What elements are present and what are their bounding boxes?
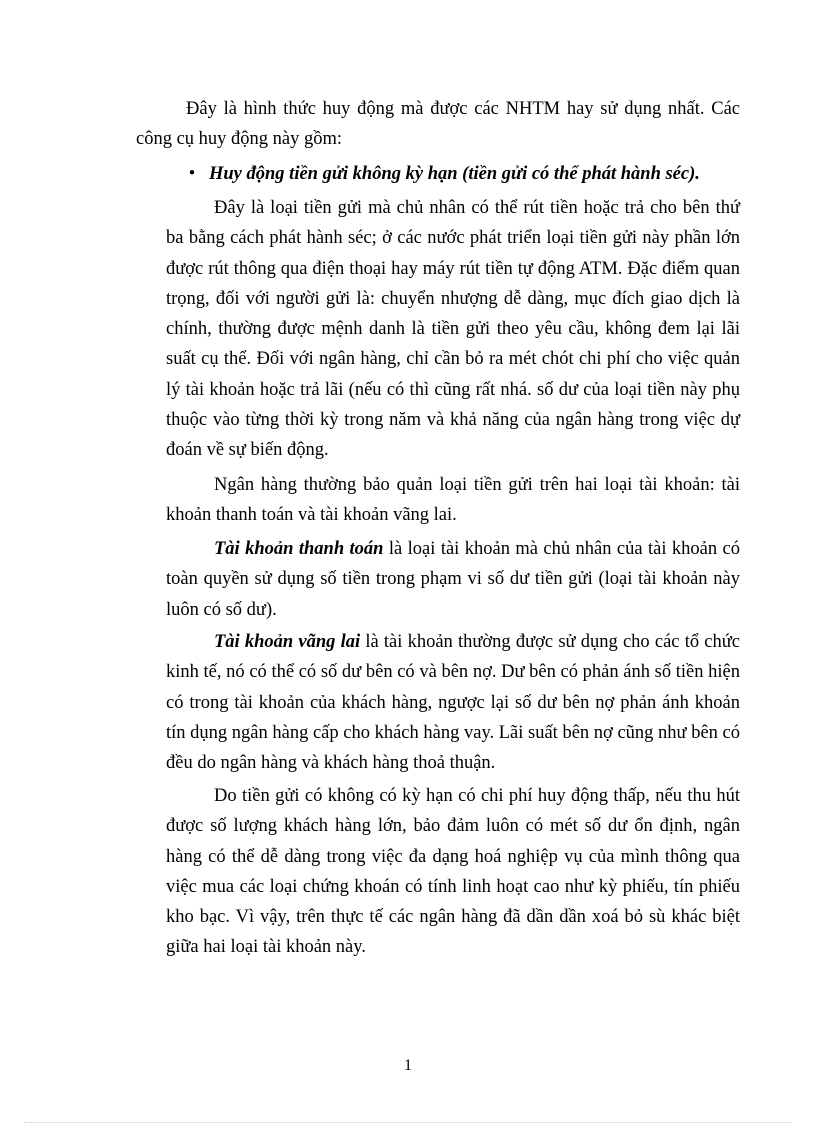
current-account-text: là tài khoản thường được sử dụng cho các tổ chức kinh tế, nó có thể có số dư bên có và bên nợ. Dư bên có phản ánh số tiền hiện có trong tài khoản của khách hàng, ngược lại số dư bên nợ phản ánh khoản tín dụng ngân hàng cấp cho khách hàng vay. Lãi suất bên nợ cũng như bên có đều do ngân hàng và khách hàng thoả thuận. — [166, 632, 740, 774]
page-number: 1 — [404, 1057, 412, 1074]
paragraph-conclusion: Do tiền gửi có không có kỳ hạn có chi phí huy động thấp, nếu thu hút được số lượng khách hàng lớn, bảo đảm luôn có mét số dư ổn định, ngân hàng có thể dễ dàng trong việc đa dạng hoá nghiệp vụ của mình thông qua việc mua các loại chứng khoán có tính linh hoạt cao như kỳ phiếu, tín phiếu kho bạc. Vì vậy, trên thực tế các ngân hàng đã dần dần xoá bỏ sù khác biệt giữa hai loại tài khoản này. — [166, 786, 740, 958]
payment-account-text: là loại tài khoản mà chủ nhân của tài khoản có toàn quyền sử dụng số tiền trong phạm vi số dư tiền gửi (loại tài khoản này luôn có số dư). — [166, 539, 741, 620]
paragraph-payment-account — [166, 534, 740, 625]
paragraph-current-account — [166, 627, 740, 778]
term-current-account: Tài khoản vãng lai — [214, 632, 361, 652]
bullet-icon: • — [188, 164, 196, 184]
bullet-heading: Huy động tiền gửi không kỳ hạn (tiền gửi có thể phát hành séc). — [209, 164, 700, 184]
bullet-item — [183, 159, 743, 189]
term-payment-account: Tài khoản thanh toán — [214, 539, 384, 559]
paragraph-demand-deposit: Đây là loại tiền gửi mà chủ nhân có thể rút tiền hoặc trả cho bên thứ ba bằng cách phát hành séc; ở các nước phát triển loại tiền gửi này phần lớn được rút thông qua điện thoại hay máy rút tiền tự động ATM. Đặc điểm quan trọng, đối với người gửi là: chuyển nhượng dễ dàng, mục đích giao dịch là chính, thường được mệnh danh là tiền gửi theo yêu cầu, không đem lại lãi suất cụ thể. Đối với ngân hàng, chỉ cần bỏ ra mét chót chi phí cho việc quản lý tài khoản hoặc trả lãi (nếu có thì cũng rất nhá. số dư của loại tiền này phụ thuộc vào từng thời kỳ trong năm và khả năng của ngân hàng trong việc dự đoán về sự biến động. — [166, 198, 740, 461]
intro-paragraph: Đây là hình thức huy động mà được các NHTM hay sử dụng nhất. Các công cụ huy động này gồm: — [136, 99, 740, 150]
paragraph-account-types: Ngân hàng thường bảo quản loại tiền gửi trên hai loại tài khoản: tài khoản thanh toán và tài khoản vãng lai. — [166, 475, 740, 526]
